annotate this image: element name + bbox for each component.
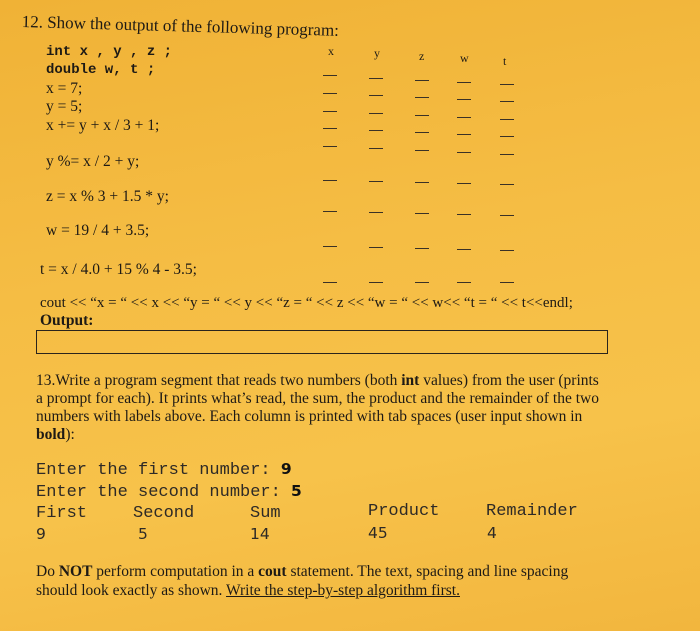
column-header-y: y	[374, 46, 380, 60]
statement-y-mod-assign: y %= x / 2 + y;	[46, 153, 140, 170]
value-product: 45	[368, 524, 388, 542]
value-second: 5	[138, 525, 148, 543]
header-product: Product	[368, 502, 440, 521]
sample-line-first-number: Enter the first number: 9	[36, 460, 292, 480]
column-header-x: x	[328, 44, 334, 58]
value-sum: 14	[250, 525, 270, 543]
value-remainder: 4	[487, 524, 497, 542]
statement-y-assign: y = 5;	[46, 98, 83, 115]
declaration-int: int x , y , z ;	[46, 44, 173, 60]
statement-x-assign: x = 7;	[46, 80, 83, 97]
question-12-title: 12. Show the output of the following program:	[21, 12, 340, 40]
column-header-z: z	[419, 49, 425, 63]
header-sum: Sum	[250, 504, 281, 523]
statement-z-assign: z = x % 3 + 1.5 * y;	[46, 188, 169, 205]
question-13-prompt: 13.Write a program segment that reads two numbers (both int values) from the user (prints a prompt for each). It prints what’s read, the sum, the product and the remainder of the two numbers with labels above. Each column is printed with tab spaces (user input shown in bold):	[36, 372, 599, 443]
header-remainder: Remainder	[486, 502, 578, 521]
statement-w-assign: w = 19 / 4 + 3.5;	[46, 222, 150, 239]
instructions-note: Do NOT perform computation in a cout statement. The text, spacing and line spacing should look exactly as shown. Write the step-by-step algorithm first.	[36, 563, 569, 599]
header-second: Second	[133, 504, 195, 523]
statement-x-plus-assign: x += y + x / 3 + 1;	[46, 117, 160, 134]
value-first: 9	[36, 525, 46, 543]
column-header-t: t	[503, 54, 507, 68]
header-first: First	[36, 504, 88, 523]
output-label: Output:	[40, 312, 94, 329]
declaration-double: double w, t ;	[46, 62, 156, 78]
statement-t-assign: t = x / 4.0 + 15 % 4 - 3.5;	[40, 261, 197, 278]
column-header-w: w	[460, 51, 469, 65]
output-box[interactable]	[36, 330, 608, 354]
sample-line-second-number: Enter the second number: 5	[36, 482, 302, 502]
cout-statement: cout << “x = “ << x << “y = “ << y << “z = “ << z << “w = “ << w<< “t = “ << t<<endl;	[40, 295, 573, 311]
